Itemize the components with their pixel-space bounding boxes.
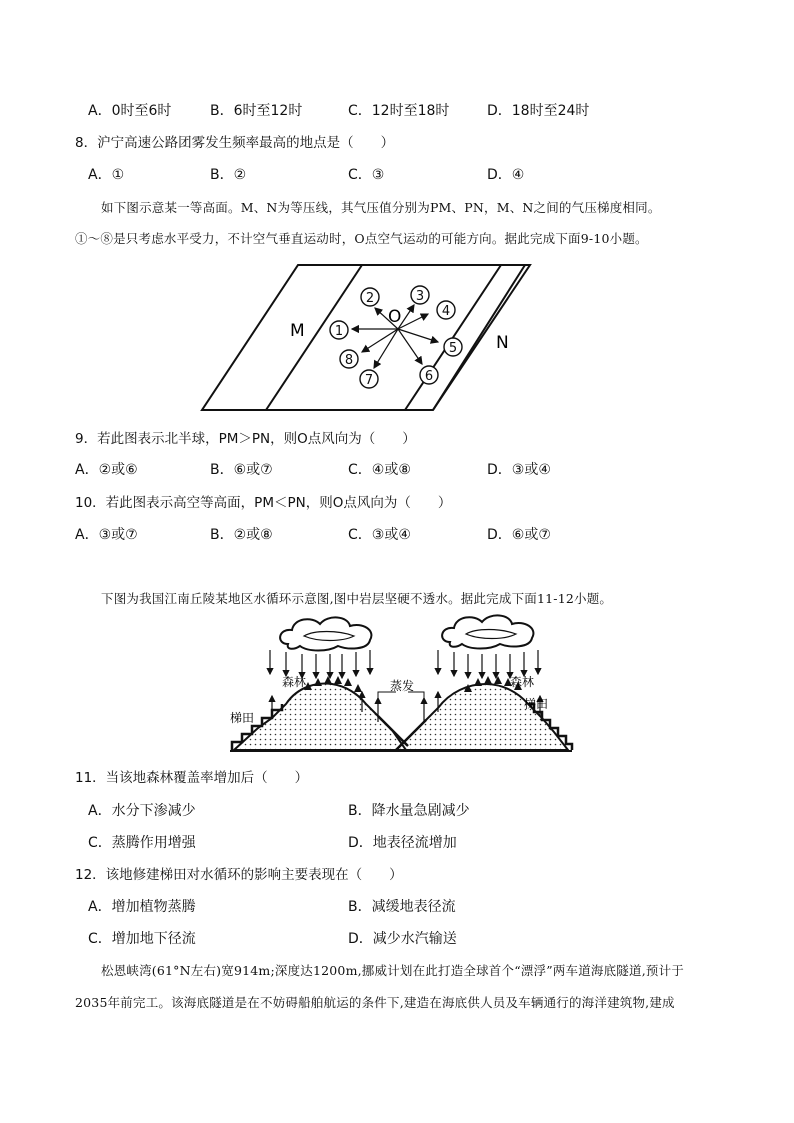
intro3-line2: 2035年前完工。该海底隧道是在不妨碍船舶航运的条件下,建造在海底供人员及车辆通行的海洋建筑物,建成 [75,995,675,1010]
q7-option-b[interactable]: B．6时至12时 [210,103,303,119]
q7-option-a[interactable]: A．0时至6时 [88,103,172,119]
q10-option-d[interactable]: D．⑥或⑦ [487,527,551,543]
plane-outline [202,265,530,410]
q11-option-d[interactable]: D．地表径流增加 [348,835,457,851]
q10-option-a[interactable]: A．③或⑦ [75,527,138,543]
q10-option-b[interactable]: B．②或⑧ [210,527,273,543]
dir-1: 1 [334,324,344,339]
label-evaporation: 蒸发 [390,679,415,693]
label-terrace-left: 梯田 [230,711,255,725]
q11-stem: 11．当该地森林覆盖率增加后（ ） [75,770,309,786]
q9-option-d[interactable]: D．③或④ [487,462,551,478]
dir-6: 6 [424,369,434,384]
dir-2: 2 [365,291,375,306]
q10-option-c[interactable]: C．③或④ [348,527,411,543]
label-m: M [290,321,305,341]
isobar-n [433,265,525,410]
q9-option-c[interactable]: C．④或⑧ [348,462,411,478]
label-terrace-right: 梯田 [524,697,549,711]
intro1-line2: ①～⑧是只考虑水平受力，不计空气垂直运动时，O点空气运动的可能方向。据此完成下面9-10小题。 [75,231,648,246]
dir-7: 7 [364,373,374,388]
intro3-line1: 松恩峡湾(61°N左右)宽914m;深度达1200m,挪威计划在此打造全球首个“漂浮”两车道海底隧道,预计于 [101,963,684,978]
label-forest-right: 森林 [510,675,535,689]
q10-stem: 10．若此图表示高空等高面，PM＜PN，则O点风向为（ ） [75,495,452,511]
q12-option-b[interactable]: B．减缓地表径流 [348,899,456,915]
q11-option-b[interactable]: B．降水量急剧减少 [348,803,470,819]
intro2-line1: 下图为我国江南丘陵某地区水循环示意图,图中岩层坚硬不透水。据此完成下面11-12小题。 [101,591,613,606]
q8-option-c[interactable]: C．③ [348,167,385,183]
intro1-line1: 如下图示意某一等高面。M、N为等压线，其气压值分别为PM、PN，M、N之间的气压梯度相同。 [101,200,661,215]
water-cycle-figure [228,612,574,754]
q7-option-c[interactable]: C．12时至18时 [348,103,450,119]
q9-option-a[interactable]: A．②或⑥ [75,462,138,478]
cloud-right-icon [442,615,533,648]
q12-option-d[interactable]: D．减少水汽输送 [348,931,457,947]
q11-option-a[interactable]: A．水分下渗减少 [88,803,196,819]
label-n: N [496,333,509,353]
dir-8: 8 [344,353,354,368]
q8-stem: 8．沪宁高速公路团雾发生频率最高的地点是（ ） [75,135,395,151]
dir-3: 3 [415,289,425,304]
isobar-figure [200,260,560,415]
q9-stem: 9．若此图表示北半球，PM＞PN，则O点风向为（ ） [75,431,416,447]
q9-option-b[interactable]: B．⑥或⑦ [210,462,273,478]
q7-option-d[interactable]: D．18时至24时 [487,103,590,119]
q11-option-c[interactable]: C．蒸腾作用增强 [88,835,196,851]
q12-option-a[interactable]: A．增加植物蒸腾 [88,899,196,915]
dir-5: 5 [448,341,458,356]
q8-option-b[interactable]: B．② [210,167,247,183]
dir-4: 4 [441,304,451,319]
label-o: O [388,307,402,327]
q8-option-d[interactable]: D．④ [487,167,525,183]
cloud-left-icon [280,617,371,650]
isobar-m [266,265,362,410]
q12-option-c[interactable]: C．增加地下径流 [88,931,196,947]
q8-option-a[interactable]: A．① [88,167,125,183]
q12-stem: 12．该地修建梯田对水循环的影响主要表现在（ ） [75,867,403,883]
label-forest-left: 森林 [282,675,307,689]
